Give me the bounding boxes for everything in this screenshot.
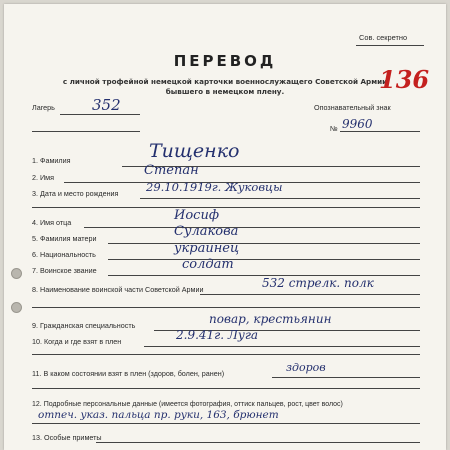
field-4-line	[84, 227, 420, 228]
field-10-line-2	[32, 354, 420, 355]
field-5-line	[108, 243, 420, 244]
field-13-line	[96, 442, 420, 443]
separator-line	[32, 207, 420, 208]
field-11-line-2	[32, 388, 420, 389]
field-2-value: Степан	[144, 163, 199, 178]
classification-underline	[356, 45, 424, 46]
tag-line	[340, 131, 420, 132]
document-page	[4, 4, 446, 450]
camp-label: Лагерь	[32, 103, 55, 112]
field-10-line	[144, 346, 420, 347]
punch-hole-top	[11, 268, 22, 279]
field-3-line	[140, 198, 420, 199]
field-12-label: 12. Подробные персональные данные (имеется фотография, оттиск пальцев, рост, цвет волос)	[32, 401, 343, 408]
field-8-line-2	[32, 307, 420, 308]
document-subtitle-1: с личной трофейной немецкой карточки военнослужащего Советской Армии	[62, 77, 388, 86]
field-8-line	[200, 294, 420, 295]
field-6-value: украинец	[174, 241, 240, 256]
field-5-label: 5. Фамилия матери	[32, 234, 97, 243]
field-5-value: Сулакова	[174, 224, 239, 239]
field-8-label: 8. Наименование воинской части Советской Армии	[32, 285, 204, 294]
field-9-value: повар, крестьянин	[209, 312, 332, 326]
field-6-label: 6. Национальность	[32, 250, 96, 259]
camp-value: 352	[92, 96, 121, 114]
field-4-label: 4. Имя отца	[32, 218, 72, 227]
field-12-value: отпеч. указ. пальца пр. руки, 163, брюнет	[38, 409, 279, 421]
field-6-line	[108, 259, 420, 260]
tag-prefix: №	[330, 124, 338, 133]
field-11-line	[272, 377, 420, 378]
field-1-value: Тищенко	[149, 140, 240, 162]
page-number-stamp: 136	[379, 65, 430, 94]
field-3-value: 29.10.1919г. Жуковцы	[146, 180, 283, 194]
field-2-label: 2. Имя	[32, 173, 54, 182]
field-13-label: 13. Особые приметы	[32, 433, 102, 442]
field-11-label: 11. В каком состоянии взят в плен (здоров, болен, ранен)	[32, 369, 225, 378]
field-1-label: 1. Фамилия	[32, 156, 71, 165]
field-3-label: 3. Дата и место рождения	[32, 189, 119, 198]
document-title: ПЕРЕВОД	[173, 52, 277, 70]
field-7-label: 7. Воинское звание	[32, 266, 97, 275]
punch-hole-bottom	[11, 302, 22, 313]
field-12-line	[32, 423, 420, 424]
field-9-label: 9. Гражданская специальность	[32, 321, 136, 330]
field-8-value: 532 стрелк. полк	[262, 276, 374, 290]
field-4-value: Иосиф	[174, 208, 219, 223]
field-10-label: 10. Когда и где взят в плен	[32, 337, 122, 346]
camp-line	[60, 114, 140, 115]
field-10-value: 2.9.41г. Луга	[176, 328, 259, 342]
tag-label: Опознавательный знак	[314, 103, 391, 112]
field-11-value: здоров	[286, 361, 326, 374]
tag-value: 9960	[342, 117, 373, 131]
classification-label: Сов. секретно	[359, 33, 408, 42]
field-7-value: солдат	[182, 257, 234, 272]
document-subtitle-2: бывшего в немецком плену.	[165, 87, 285, 96]
camp-line-2	[32, 131, 140, 132]
